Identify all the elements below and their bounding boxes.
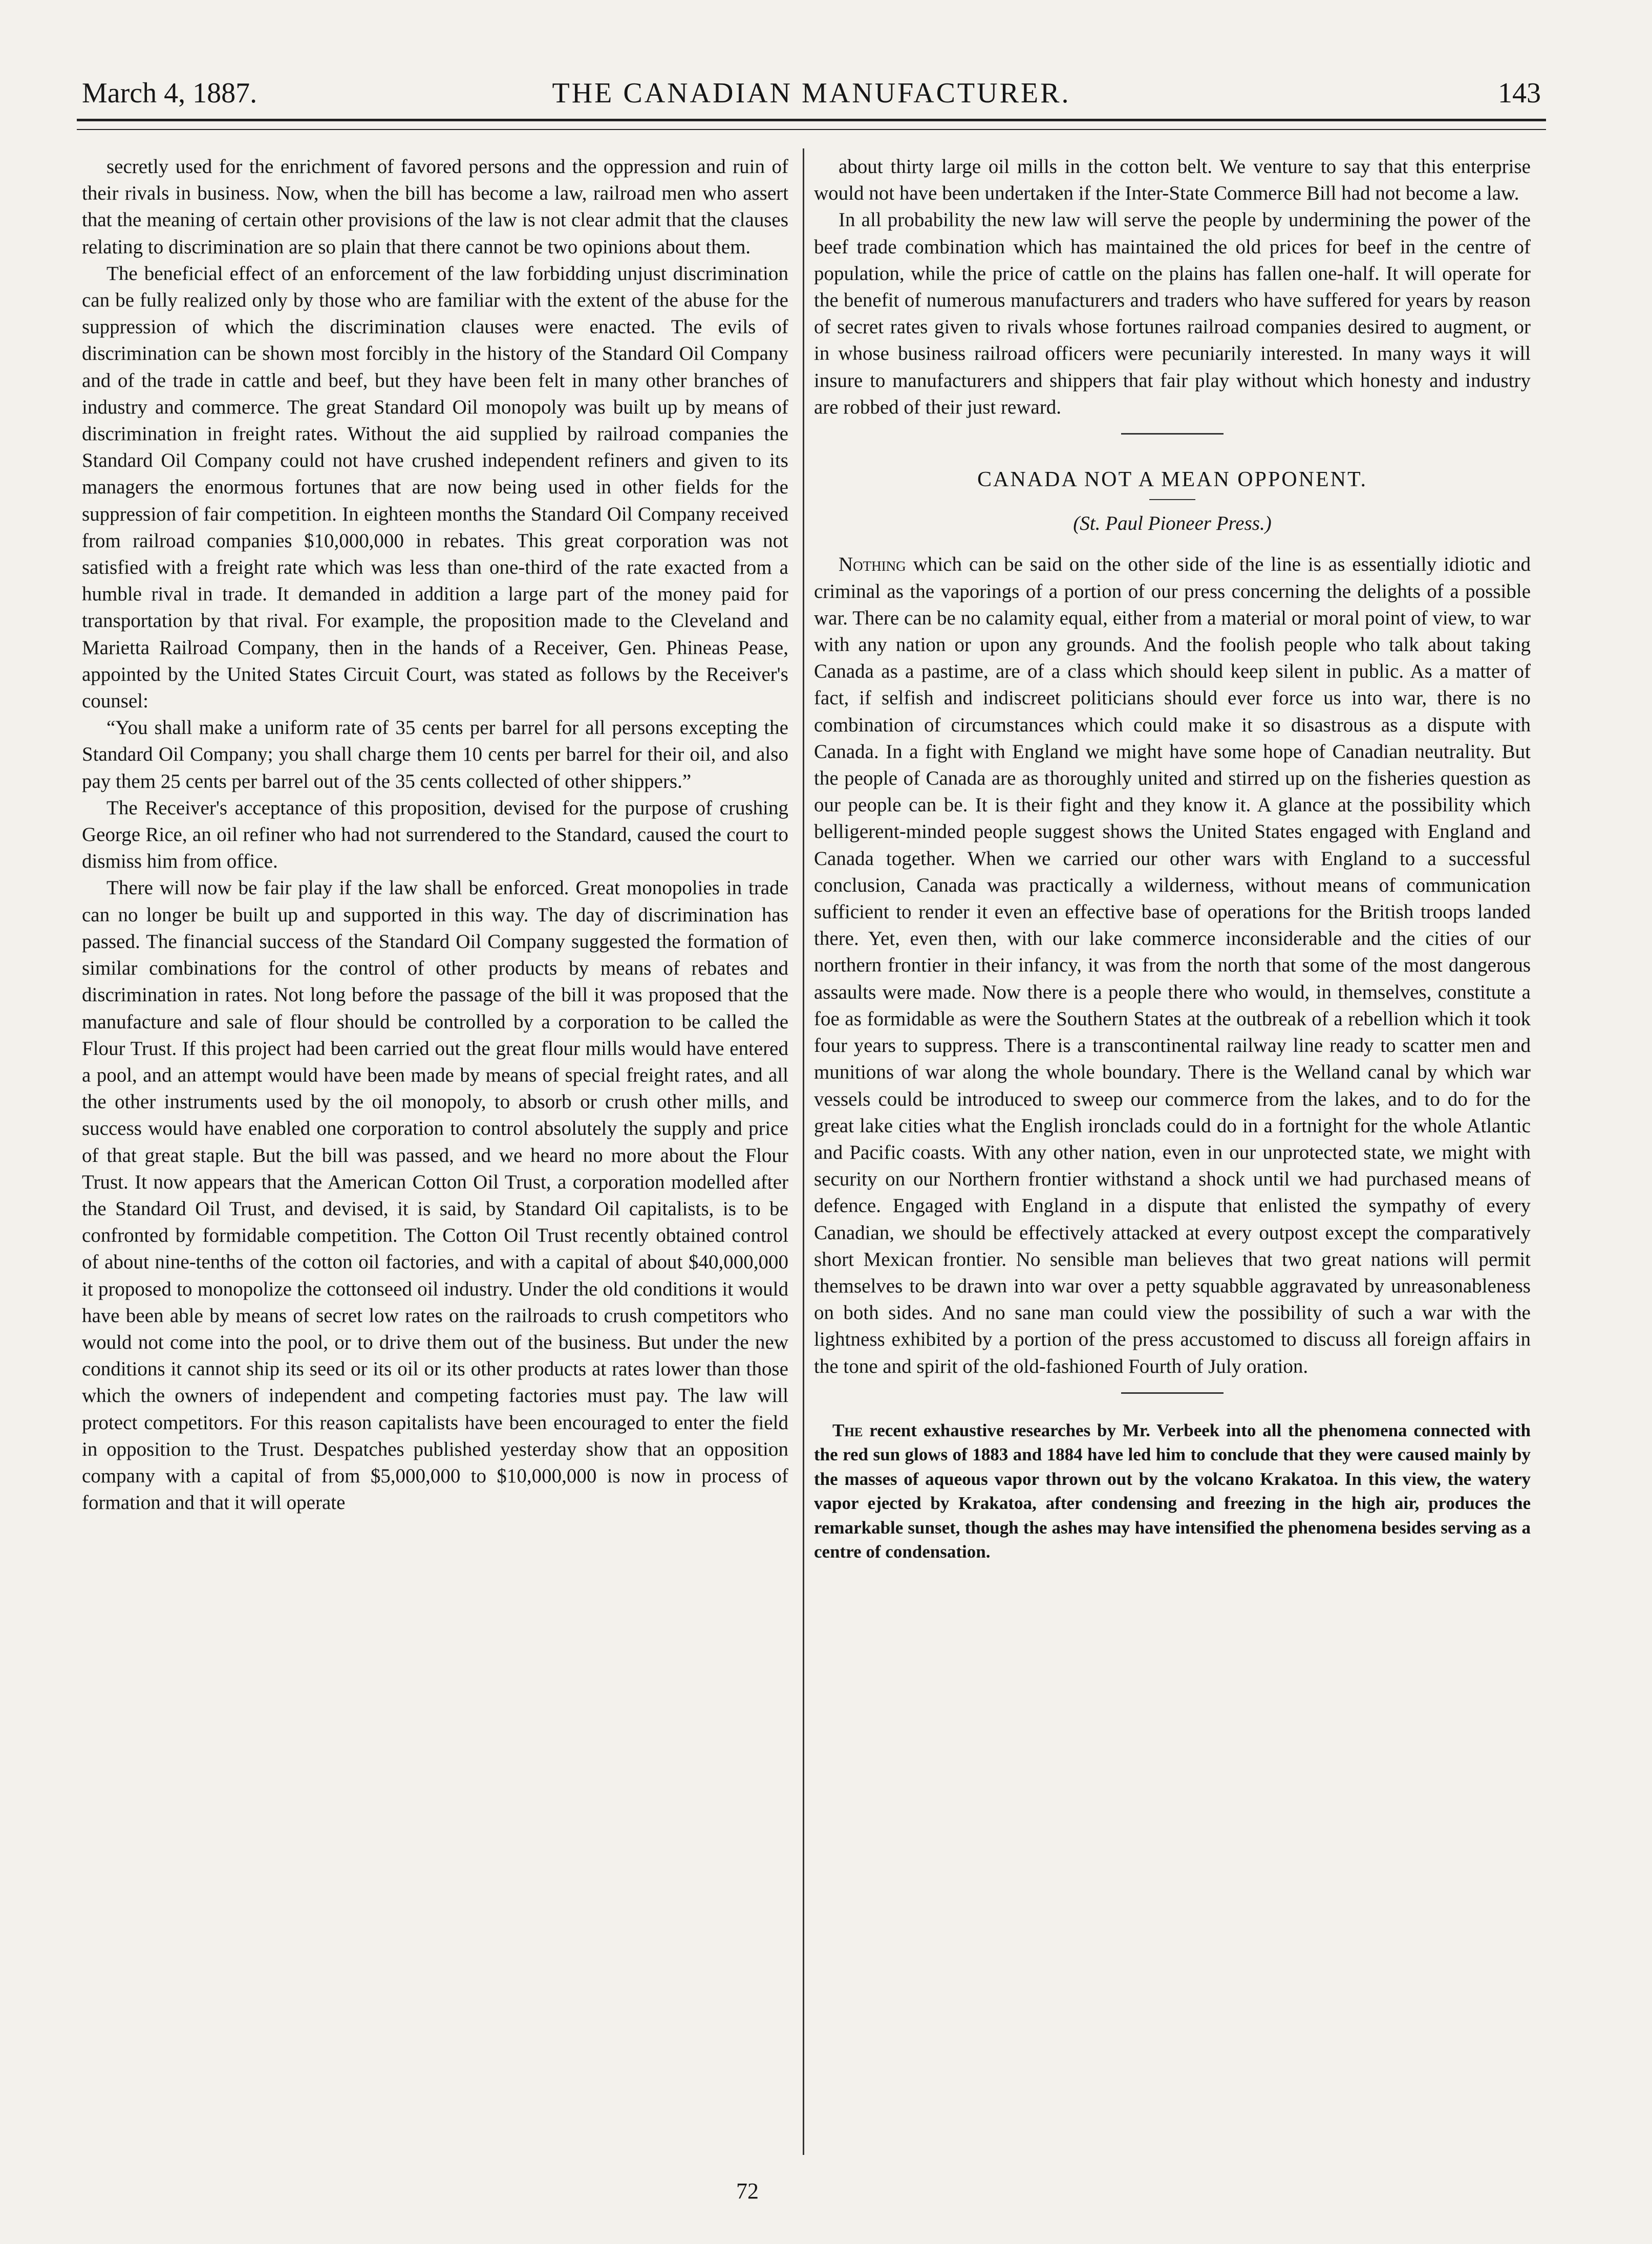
page-number: 143 [1498,77,1541,109]
section-separator-2 [1121,1392,1224,1394]
krakatoa-note [814,1418,1531,1564]
signature-number: 72 [736,2178,759,2204]
article-heading: CANADA NOT A MEAN OPPONENT. [977,468,1367,492]
left-paragraph-2: The beneficial effect of an enforcement of the law forbidding unjust discrimination can be fully realized only by those who are familiar with the extent of the abuse for the suppression of which the discrimination clauses were enacted. The evils of discrimination can be shown most forcibly in the history of the Standard Oil Company and of the trade in cattle and beef, but they have been felt in many other branches of industry and commerce. The great Standard Oil monopoly was built up by means of discrimination in freight rates. Without the aid supplied by railroad companies the Standard Oil Company could not have crushed independent refiners and given to its managers the enormous fortunes that are now being used in other fields for the suppression of fair competition. In eighteen months the Standard Oil Company received from railroad companies $10,000,000 in rebates. This great corporation was not satisfied with a freight rate which was less than one-third of the rate exacted from a humble rival in trade. It demanded in addition a large part of the money paid for transportation by that rival. For example, the proposition made to the Cleveland and Marietta Railroad Company, then in the hands of a Receiver, Gen. Phineas Pease, appointed by the United States Circuit Court, was stated as follows by the Receiver's counsel: [82,262,788,713]
section-separator [1121,433,1224,435]
lead-word: Nothing [839,553,906,576]
left-column [82,154,788,2160]
right-paragraph-3 [814,551,1531,1379]
issue-date: March 4, 1887. [82,77,258,109]
right-column [814,154,1531,2160]
left-paragraph-3: The Receiver's acceptance of this proposition, devised for the purpose of crushing George Rice, an oil refiner who had not surrendered to the Standard, caused the court to dismiss him from office. [82,796,788,873]
note-body: recent exhaustive researches by Mr. Verbeek into all the phenomena connected with the red sun glows of 1883 and 1884 have led him to conclude that they were caused mainly by the masses of aqueous vapor thrown out by the volcano Krakatoa. In this view, the watery vapor ejected by Krakatoa, after condensing and freezing in the high air, produces the remarkable sunset, though the ashes may have intensified the phenomena besides serving as a centre of condensation. [814,1420,1531,1562]
header-rule-thin [77,129,1546,130]
publication-title: THE CANADIAN MANUFACTURER. [552,77,1071,109]
left-paragraph-1: secretly used for the enrichment of favored persons and the oppression and ruin of their rivals in business. Now, when the bill has become a law, railroad men who assert that the meaning of certain other provisions of the law is not clear admit that the clauses relating to discrimination are so plain that there cannot be two opinions about them. [82,156,788,258]
column-divider [803,148,804,2155]
heading-separator [1149,499,1195,500]
article-source: (St. Paul Pioneer Press.) [1073,512,1272,535]
right-paragraph-2: In all probability the new law will serve the people by undermining the power of the beef trade combination which has maintained the old prices for beef in the centre of population, while the price of cattle on the plains has fallen one-half. It will operate for the benefit of numerous manufacturers and traders who have suffered for years by reason of secret rates given to rivals whose fortunes railroad companies desired to augment, or in whose business railroad officers were pecuniarily interested. In many ways it will insure to manufacturers and shippers that fair play without which honesty and industry are robbed of their just reward. [814,209,1531,418]
header-rule [77,119,1546,121]
note-lead-word: The [832,1420,863,1440]
left-quote: “You shall make a uniform rate of 35 cents per barrel for all persons excepting the Standard Oil Company; you shall charge them 10 cents per barrel for their oil, and also pay them 25 cents per barrel out of the 35 cents collected of other shippers.” [82,717,788,792]
article-body: which can be said on the other side of the line is as essentially idiotic and criminal as the vaporings of a portion of our press concerning the delights of a possible war. There can be no calamity equal, either from a material or moral point of view, to war with any nation or upon any grounds. And the foolish people who talk about taking Canada as a pastime, are of a class which should keep silent in public. As a matter of fact, if selfish and indiscreet politicians should ever force us into war, there is no combination of circumstances which could make it so disastrous as a dispute with Canada. In a fight with England we might have some hope of Canadian neutrality. But the people of Canada are as thoroughly united and stirred up on the fisheries question as our people can be. It is their fight and they know it. A glance at the possibility which belligerent-minded people suggest shows the United States engaged with England and Canada together. When we carried our other wars with England to a successful conclusion, Canada was practically a wilderness, without means of communication sufficient to render it even an effective base of operations for the British troops landed there. Yet, even then, with our lake commerce inconsiderable and the cities of our northern frontier in their infancy, it was from the north that some of the most dangerous assaults were made. Now there is a people there who would, in themselves, constitute a foe as formidable as were the Southern States at the outbreak of a rebellion which it took four years to suppress. There is a transcontinental railway line ready to scatter men and munitions of war along the whole boundary. There is the Welland canal by which war vessels could be introduced to sweep our commerce from the lakes, and to do for the great lake cities what the English ironclads could do in a fortnight for the whole Atlantic and Pacific coasts. With any other nation, even in our unprotected state, we might with security on our Northern frontier withstand a shock until we had purchased means of defence. Engaged with England in a dispute that enlisted the sympathy of every Canadian, we should be effectively attacked at every outpost except the comparatively short Mexican frontier. No sensible man believes that two great nations will permit themselves to be drawn into war over a petty squabble aggravated by unreasonableness on both sides. And no sane man could view the possibility of such a war with the lightness exhibited by a portion of the press accustomed to discuss all foreign affairs in the tone and spirit of the old-fashioned Fourth of July oration. [814,553,1531,1377]
left-paragraph-4: There will now be fair play if the law shall be enforced. Great monopolies in trade can no longer be built up and supported in this way. The day of discrimination has passed. The financial success of the Standard Oil Company suggested the formation of similar combinations for the control of other products by means of rebates and discrimination in rates. Not long before the passage of the bill it was proposed that the manufacture and sale of flour should be controlled by a corporation to be called the Flour Trust. If this project had been carried out the great flour mills would have entered a pool, and an attempt would have been made by means of special freight rates, and all the other instruments used by the oil monopoly, to absorb or crush other mills, and success would have enabled one corporation to control absolutely the supply and price of that great staple. But the bill was passed, and we heard no more about the Flour Trust. It now appears that the American Cotton Oil Trust, a corporation modelled after the Standard Oil Trust, and devised, it is said, by Standard Oil capitalists, is to be confronted by formidable competition. The Cotton Oil Trust recently obtained control of about nine-tenths of the cotton oil factories, and with a capital of about $40,000,000 it proposed to monopolize the cottonseed oil industry. Under the old conditions it would have been able by means of secret low rates on the railroads to crush competitors who would not come into the pool, or to drive them out of the business. But under the new conditions it cannot ship its seed or its oil or its other products at rates lower than those which the owners of independent and competing factories must pay. The law will protect competitors. For this reason capitalists have been encouraged to enter the field in opposition to the Trust. Despatches published yesterday show that an opposition company with a capital of from $5,000,000 to $10,000,000 is now in process of formation and that it will operate [82,877,788,1514]
right-paragraph-1: about thirty large oil mills in the cotton belt. We venture to say that this enterprise would not have been undertaken if the Inter-State Commerce Bill had not become a law. [814,156,1531,205]
page-header [82,77,1541,123]
